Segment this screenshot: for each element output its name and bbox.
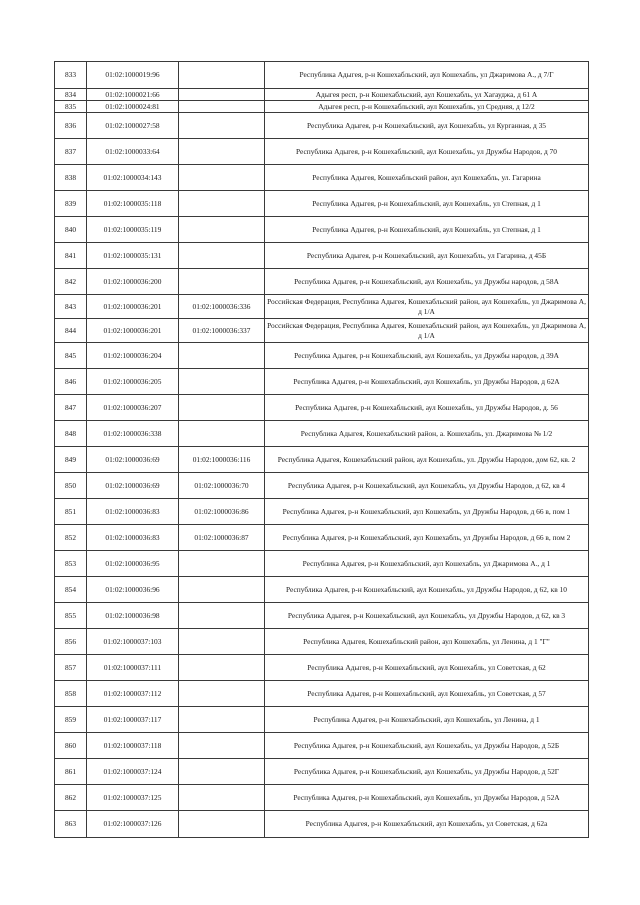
row-number-cell: 862 [55,785,87,811]
table-row [55,551,589,577]
row-number-cell: 849 [55,447,87,473]
address-cell: Республика Адыгея, р-н Кошехабльский, аул Кошехабль, ул Дружбы Народов, д 52А [265,785,589,811]
address-cell: Республика Адыгея, р-н Кошехабльский, аул Кошехабль, ул Дружбы Народов, д 70 [265,139,589,165]
cadastral-number-cell: 01:02:1000027:58 [87,113,179,139]
parent-cadastral-number-cell [179,62,265,89]
parent-cadastral-number-cell [179,191,265,217]
cadastral-number-cell: 01:02:1000036:205 [87,369,179,395]
cadastral-number-cell: 01:02:1000036:207 [87,395,179,421]
parent-cadastral-number-cell: 01:02:1000036:86 [179,499,265,525]
address-cell: Республика Адыгея, р-н Кошехабльский, аул Кошехабль, ул Дружбы Народов, д 52Б [265,733,589,759]
table-row [55,243,589,269]
table-row [55,603,589,629]
parent-cadastral-number-cell [179,89,265,101]
cadastral-number-cell: 01:02:1000036:83 [87,499,179,525]
row-number-cell: 859 [55,707,87,733]
row-number-cell: 856 [55,629,87,655]
row-number-cell: 833 [55,62,87,89]
address-cell: Адыгея респ, р-н Кошехабльский, аул Кошехабль, ул Хагауджа, д 61 А [265,89,589,101]
cadastral-number-cell: 01:02:1000036:95 [87,551,179,577]
row-number-cell: 854 [55,577,87,603]
address-cell: Республика Адыгея, р-н Кошехабльский, аул Кошехабль, ул Дружбы Народов, д. 56 [265,395,589,421]
parent-cadastral-number-cell [179,243,265,269]
cadastral-number-cell: 01:02:1000036:200 [87,269,179,295]
address-cell: Республика Адыгея, р-н Кошехабльский, аул Кошехабль, ул Курганная, д 35 [265,113,589,139]
table-row [55,295,589,319]
table-row [55,785,589,811]
row-number-cell: 855 [55,603,87,629]
table-row [55,369,589,395]
cadastral-number-cell: 01:02:1000036:69 [87,473,179,499]
cadastral-number-cell: 01:02:1000036:338 [87,421,179,447]
row-number-cell: 863 [55,811,87,838]
cadastral-number-cell: 01:02:1000024:81 [87,101,179,113]
table-row [55,473,589,499]
address-cell: Республика Адыгея, р-н Кошехабльский, аул Кошехабль, ул Ленина, д 1 [265,707,589,733]
parent-cadastral-number-cell [179,681,265,707]
cadastral-number-cell: 01:02:1000036:98 [87,603,179,629]
row-number-cell: 836 [55,113,87,139]
parent-cadastral-number-cell [179,395,265,421]
table-row [55,447,589,473]
parent-cadastral-number-cell: 01:02:1000036:337 [179,319,265,343]
cadastral-number-cell: 01:02:1000021:66 [87,89,179,101]
parent-cadastral-number-cell [179,785,265,811]
cadastral-number-cell: 01:02:1000036:201 [87,319,179,343]
cadastral-number-cell: 01:02:1000019:96 [87,62,179,89]
table-row [55,707,589,733]
parent-cadastral-number-cell: 01:02:1000036:336 [179,295,265,319]
parent-cadastral-number-cell [179,343,265,369]
table-row [55,113,589,139]
address-cell: Республика Адыгея, р-н Кошехабльский, аул Кошехабль, ул Дружбы Народов, д 62, кв 4 [265,473,589,499]
cadastral-number-cell: 01:02:1000037:111 [87,655,179,681]
table-row [55,655,589,681]
cadastral-number-cell: 01:02:1000034:143 [87,165,179,191]
parent-cadastral-number-cell [179,101,265,113]
row-number-cell: 844 [55,319,87,343]
cadastral-number-cell: 01:02:1000035:118 [87,191,179,217]
address-cell: Республика Адыгея, р-н Кошехабльский, аул Кошехабль, ул Дружбы Народов, д 66 в, пом 2 [265,525,589,551]
table-row [55,217,589,243]
row-number-cell: 858 [55,681,87,707]
table-row [55,421,589,447]
cadastral-number-cell: 01:02:1000036:204 [87,343,179,369]
cadastral-number-cell: 01:02:1000037:126 [87,811,179,838]
parent-cadastral-number-cell: 01:02:1000036:87 [179,525,265,551]
row-number-cell: 846 [55,369,87,395]
parent-cadastral-number-cell [179,759,265,785]
address-cell: Российская Федерация, Республика Адыгея, Кошехабльский район, аул Кошехабль, ул Джаримова А, д 1/А [265,319,589,343]
parent-cadastral-number-cell [179,707,265,733]
table-row [55,525,589,551]
parent-cadastral-number-cell: 01:02:1000036:70 [179,473,265,499]
parent-cadastral-number-cell [179,811,265,838]
parent-cadastral-number-cell [179,655,265,681]
cadastral-number-cell: 01:02:1000037:124 [87,759,179,785]
cadastral-number-cell: 01:02:1000036:201 [87,295,179,319]
table-row [55,577,589,603]
table-row [55,499,589,525]
address-cell: Республика Адыгея, р-н Кошехабльский, аул Кошехабль, ул Дружбы Народов, д 66 в, пом 1 [265,499,589,525]
address-cell: Республика Адыгея, р-н Кошехабльский, аул Кошехабль, ул Дружбы Народов, д 52Г [265,759,589,785]
table-row [55,165,589,191]
parent-cadastral-number-cell [179,577,265,603]
row-number-cell: 843 [55,295,87,319]
address-cell: Республика Адыгея, р-н Кошехабльский, аул Кошехабль, ул Степная, д 1 [265,217,589,243]
row-number-cell: 857 [55,655,87,681]
address-cell: Республика Адыгея, р-н Кошехабльский, аул Кошехабль, ул Степная, д 1 [265,191,589,217]
cadastral-number-cell: 01:02:1000036:69 [87,447,179,473]
address-cell: Республика Адыгея, Кошехабльский район, аул Кошехабль, ул Ленина, д 1 "Г" [265,629,589,655]
cadastral-number-cell: 01:02:1000037:117 [87,707,179,733]
cadastral-number-cell: 01:02:1000036:83 [87,525,179,551]
address-cell: Республика Адыгея, р-н Кошехабльский, аул Кошехабль, ул Джаримова А., д 1 [265,551,589,577]
parent-cadastral-number-cell [179,629,265,655]
table-row [55,269,589,295]
parent-cadastral-number-cell: 01:02:1000036:116 [179,447,265,473]
address-cell: Адыгея респ, р-н Кошехабльский, аул Кошехабль, ул Средняя, д 12/2 [265,101,589,113]
parent-cadastral-number-cell [179,165,265,191]
address-cell: Республика Адыгея, Кошехабльский район, аул Кошехабль, ул. Гагарина [265,165,589,191]
address-cell: Республика Адыгея, р-н Кошехабльский, аул Кошехабль, ул Дружбы народов, д 58А [265,269,589,295]
table-row [55,343,589,369]
parent-cadastral-number-cell [179,217,265,243]
address-cell: Республика Адыгея, р-н Кошехабльский, аул Кошехабль, ул Советская, д 57 [265,681,589,707]
parent-cadastral-number-cell [179,603,265,629]
row-number-cell: 860 [55,733,87,759]
table-row [55,62,589,89]
row-number-cell: 834 [55,89,87,101]
table-row [55,733,589,759]
row-number-cell: 837 [55,139,87,165]
parent-cadastral-number-cell [179,139,265,165]
address-cell: Республика Адыгея, р-н Кошехабльский, аул Кошехабль, ул Джаримова А., д 7/Г [265,62,589,89]
parent-cadastral-number-cell [179,369,265,395]
row-number-cell: 850 [55,473,87,499]
row-number-cell: 841 [55,243,87,269]
address-cell: Республика Адыгея, р-н Кошехабльский, аул Кошехабль, ул Советская, д 62а [265,811,589,838]
row-number-cell: 839 [55,191,87,217]
table-row [55,191,589,217]
cadastral-number-cell: 01:02:1000037:103 [87,629,179,655]
parent-cadastral-number-cell [179,733,265,759]
address-cell: Российская Федерация, Республика Адыгея, Кошехабльский район, аул Кошехабль, ул Джаримова А, д 1/А [265,295,589,319]
table-row [55,759,589,785]
table-row [55,395,589,421]
row-number-cell: 842 [55,269,87,295]
cadastral-number-cell: 01:02:1000037:118 [87,733,179,759]
address-cell: Республика Адыгея, Кошехабльский район, аул Кошехабль, ул. Дружбы Народов, дом 62, кв. 2 [265,447,589,473]
address-cell: Республика Адыгея, р-н Кошехабльский, аул Кошехабль, ул Дружбы Народов, д 62, кв 10 [265,577,589,603]
row-number-cell: 847 [55,395,87,421]
row-number-cell: 840 [55,217,87,243]
row-number-cell: 861 [55,759,87,785]
row-number-cell: 853 [55,551,87,577]
property-registry-table [54,61,589,838]
cadastral-number-cell: 01:02:1000036:96 [87,577,179,603]
table-row [55,319,589,343]
parent-cadastral-number-cell [179,421,265,447]
cadastral-number-cell: 01:02:1000037:112 [87,681,179,707]
address-cell: Республика Адыгея, р-н Кошехабльский, аул Кошехабль, ул Советская, д 62 [265,655,589,681]
row-number-cell: 848 [55,421,87,447]
address-cell: Республика Адыгея, Кошехабльский район, а. Кошехабль, ул. Джаримова № 1/2 [265,421,589,447]
address-cell: Республика Адыгея, р-н Кошехабльский, аул Кошехабль, ул Дружбы народов, д 39А [265,343,589,369]
cadastral-number-cell: 01:02:1000035:131 [87,243,179,269]
row-number-cell: 851 [55,499,87,525]
table-row [55,101,589,113]
row-number-cell: 852 [55,525,87,551]
address-cell: Республика Адыгея, р-н Кошехабльский, аул Кошехабль, ул Дружбы Народов, д 62, кв 3 [265,603,589,629]
row-number-cell: 835 [55,101,87,113]
row-number-cell: 845 [55,343,87,369]
cadastral-number-cell: 01:02:1000035:119 [87,217,179,243]
registry-body [55,62,589,838]
row-number-cell: 838 [55,165,87,191]
cadastral-number-cell: 01:02:1000033:64 [87,139,179,165]
parent-cadastral-number-cell [179,269,265,295]
address-cell: Республика Адыгея, р-н Кошехабльский, аул Кошехабль, ул Дружбы Народов, д 62А [265,369,589,395]
table-row [55,681,589,707]
table-row [55,89,589,101]
table-row [55,629,589,655]
cadastral-number-cell: 01:02:1000037:125 [87,785,179,811]
address-cell: Республика Адыгея, р-н Кошехабльский, аул Кошехабль, ул Гагарина, д 45Б [265,243,589,269]
parent-cadastral-number-cell [179,551,265,577]
table-row [55,139,589,165]
table-row [55,811,589,838]
parent-cadastral-number-cell [179,113,265,139]
